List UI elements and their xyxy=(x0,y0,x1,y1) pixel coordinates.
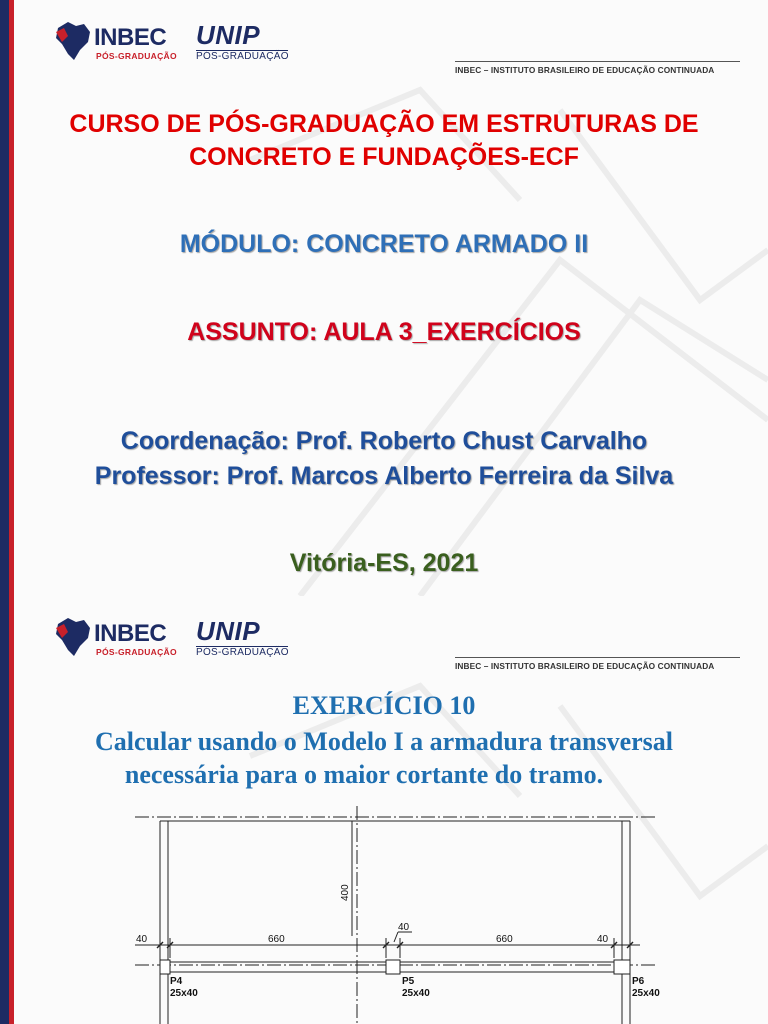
column-p4 xyxy=(160,960,170,974)
structural-plan-drawing xyxy=(0,596,768,1024)
unip-logo-text: UNIP xyxy=(196,20,261,50)
column-p5 xyxy=(386,960,400,974)
label-p6: P6 xyxy=(632,976,645,987)
inbec-logo-subtitle: PÓS-GRADUAÇÃO xyxy=(96,647,177,657)
coordination-line: Coordenação: Prof. Roberto Chust Carvalho xyxy=(120,427,648,455)
exercise-statement-line1: Calcular usando o Modelo I a armadura transversal xyxy=(94,727,674,756)
left-accent-bar-blue xyxy=(0,0,9,596)
unip-logo-subtitle: PÓS-GRADUAÇÃO xyxy=(196,647,289,658)
subject-title: ASSUNTO: AULA 3_EXERCÍCIOS xyxy=(187,318,581,346)
inbec-logo-subtitle: PÓS-GRADUAÇÃO xyxy=(96,51,177,61)
label-p4: P4 xyxy=(170,976,183,987)
unip-logo-subtitle: PÓS-GRADUAÇÃO xyxy=(196,51,289,62)
exercise-statement-line2: necessária para o maior cortante do tramo. xyxy=(124,760,604,789)
professor-line: Professor: Prof. Marcos Alberto Ferreira da Silva xyxy=(94,462,674,490)
logo-group xyxy=(50,18,350,62)
brazil-map-icon xyxy=(50,18,94,62)
location-date: Vitória-ES, 2021 xyxy=(289,549,479,577)
column-p6 xyxy=(614,960,630,974)
dim-400: 400 xyxy=(340,884,351,901)
module-title: MÓDULO: CONCRETO ARMADO II xyxy=(179,230,589,258)
exercise-title: EXERCÍCIO 10 xyxy=(292,691,476,720)
dim-40-mid: 40 xyxy=(398,922,410,933)
institute-name: INBEC – INSTITUTO BRASILEIRO DE EDUCAÇÃO CONTINUADA xyxy=(455,661,715,671)
institute-name: INBEC – INSTITUTO BRASILEIRO DE EDUCAÇÃO CONTINUADA xyxy=(455,65,715,75)
left-accent-bar-red xyxy=(9,0,14,596)
dim-660-left: 660 xyxy=(268,934,285,945)
dim-40-right: 40 xyxy=(597,934,609,945)
dim-660-right: 660 xyxy=(496,934,513,945)
exercise-slide xyxy=(0,596,768,1024)
label-p4-size: 25x40 xyxy=(170,988,198,999)
course-title-line1: CURSO DE PÓS-GRADUAÇÃO EM ESTRUTURAS DE xyxy=(69,110,699,138)
inbec-logo-text: INBEC xyxy=(94,24,167,51)
dim-40-left: 40 xyxy=(136,934,148,945)
inbec-logo-text: INBEC xyxy=(94,620,167,647)
header-rule xyxy=(455,61,740,62)
label-p6-size: 25x40 xyxy=(632,988,660,999)
course-title-line2: CONCRETO E FUNDAÇÕES-ECF xyxy=(189,143,579,171)
label-p5: P5 xyxy=(402,976,415,987)
unip-logo-text: UNIP xyxy=(196,616,261,646)
label-p5-size: 25x40 xyxy=(402,988,430,999)
